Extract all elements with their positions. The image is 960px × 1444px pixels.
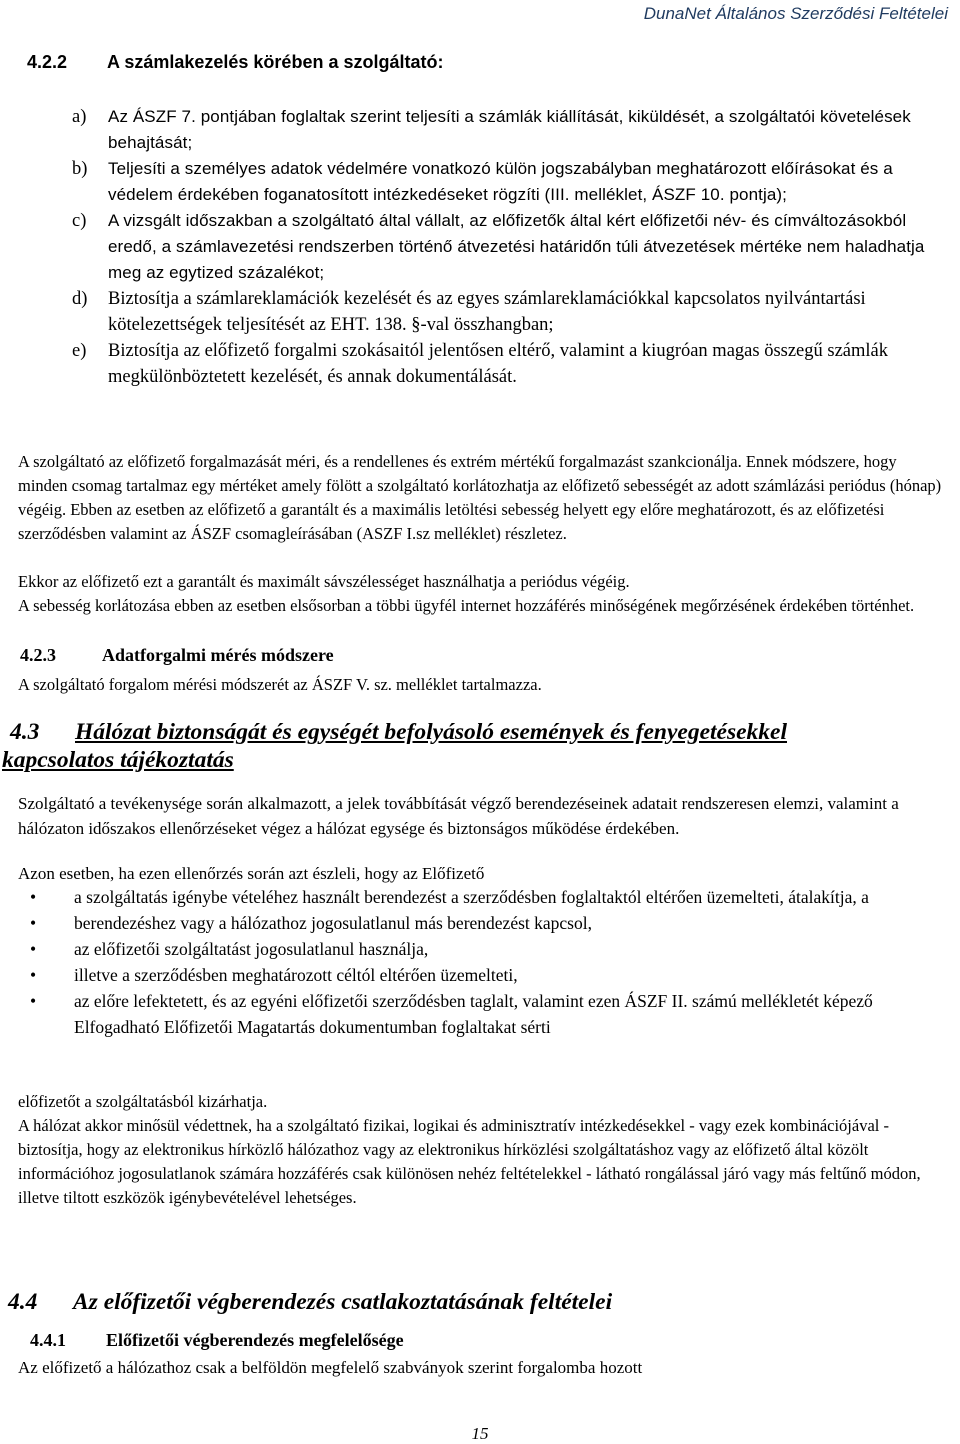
list-item <box>72 104 952 156</box>
list-item <box>30 988 930 1040</box>
list-item <box>72 286 952 338</box>
list-item-text: illetve a szerződésben meghatározott céltól eltérően üzemelteti, <box>74 965 518 985</box>
paragraph-network-analysis: Szolgáltató a tevékenysége során alkalmazott, a jelek továbbítását végző berendezéseinek adatait rendszeresen elemzi, valamint a hálózaton időszakos ellenőrzéseket végez a hálózat egysége és biztonságos működése érdekében. <box>18 794 899 838</box>
bullet-icon: • <box>30 939 37 959</box>
list-item-text: A vizsgált időszakban a szolgáltató által vállalt, az előfizetők által kért előfizetői név- és címváltozásokból eredő, a számlavezetési rendszerben történő átvezetési határidőn túli átvezetések mértéke nem haladhatja meg az egytized százalékot; <box>108 211 925 282</box>
paragraph-terminal-equipment: Az előfizető a hálózathoz csak a belföldön megfelelő szabványok szerint forgalomba hozott <box>18 1358 643 1377</box>
list-item-text: az előfizetői szolgáltatást jogosulatlanul használja, <box>74 939 429 959</box>
list-item <box>30 884 930 910</box>
section-number: 4.2.2 <box>27 52 68 72</box>
section-title: Adatforgalmi mérés módszere <box>102 645 334 665</box>
paragraph-bandwidth: Ekkor az előfizető ezt a garantált és maximált sávszélességet használhatja a periódus végéig. <box>18 572 630 591</box>
billing-list <box>72 104 952 390</box>
section-title-line-1: Hálózat biztonságát és egységét befolyásoló események és fenyegetésekkel <box>75 719 787 745</box>
paragraph-if-detected: Azon esetben, ha ezen ellenőrzés során azt észleli, hogy az Előfizető <box>18 864 485 883</box>
list-item <box>30 936 930 962</box>
bullet-icon: • <box>30 991 37 1011</box>
paragraph-speed-limit: A sebesség korlátozása ebben az esetben elsősorban a többi ügyfél internet hozzáférés minőségének megőrzésének érdekében történhet. <box>18 596 915 615</box>
section-number: 4.3 <box>10 719 40 745</box>
list-item-text: berendezéshez vagy a hálózathoz jogosulatlanul más berendezést kapcsol, <box>74 913 592 933</box>
list-item-text: Biztosítja az előfizető forgalmi szokásaitól jelentősen eltérő, valamint a kiugróan magas összegű számlák megkülönböztetett kezelését, és annak dokumentálását. <box>108 341 889 387</box>
list-item-text: Teljesíti a személyes adatok védelmére vonatkozó külön jogszabályban meghatározott előírásokat és a védelem érdekében foganatosított intézkedéseket rögzíti (III. melléklet, ÁSZF 10. pontja); <box>108 159 893 204</box>
list-item-text: Az ÁSZF 7. pontjában foglaltak szerint teljesíti a számlák kiállítását, kiküldését, a szolgáltatói követelések behajtását; <box>108 107 911 152</box>
list-item-text: a szolgáltatás igénybe vételéhez használt berendezést a szerződésben foglaltaktól eltérően üzemelteti, átalakítja, a <box>74 887 869 907</box>
section-title: Előfizetői végberendezés megfelelősége <box>106 1330 404 1350</box>
section-heading-4-3 <box>2 718 787 774</box>
section-number: 4.4.1 <box>30 1330 66 1350</box>
list-item-text: az előre lefektetett, és az egyéni előfizetői szerződésben taglalt, valamint ezen ÁSZF II. számú mellékletét képező Elfogadható Előfizetői Magatartás dokumentumban foglaltakat sérti <box>74 991 873 1037</box>
section-number: 4.4 <box>8 1289 38 1315</box>
list-item-label: b) <box>72 159 88 179</box>
paragraph-traffic-measurement: A szolgáltató az előfizető forgalmazását méri, és a rendellenes és extrém mértékű forgalmazást szankcionálja. Ennek módszere, hogy minden csomag tartalmaz egy mértéket amely fölött a szolgáltató korlátozhatja az előfizető sebességét az adott számlázási periódus (hónap) végéig. Ebben az esetben az előfizető a garantált és a maximális letöltési sebesség helyett egy előre meghatározott, és az előfizetési szerződésben valamint az ÁSZF csomagleírásában (ASZF I.sz melléklet) részletez. <box>18 452 942 543</box>
section-title: A számlakezelés körében a szolgáltató: <box>107 52 444 72</box>
bullet-icon: • <box>30 965 37 985</box>
section-heading-4-4 <box>8 1288 612 1316</box>
list-item <box>72 208 952 286</box>
violation-list <box>30 884 930 1040</box>
list-item <box>72 338 952 390</box>
paragraph-measurement-method: A szolgáltató forgalom mérési módszerét az ÁSZF V. sz. melléklet tartalmazza. <box>18 675 542 694</box>
list-item <box>72 156 952 208</box>
section-title-line-2: kapcsolatos tájékoztatás <box>2 747 234 773</box>
paragraph-protected-network: A hálózat akkor minősül védettnek, ha a szolgáltató fizikai, logikai és adminisztratív intézkedésekkel - vagy ezek kombinációjával - biztosítja, hogy az elektronikus hírközlő hálózathoz vagy az elektronikus hírközlési szolgáltatáshoz vagy az előfizető által közölt információhoz jogosulatlanok számára hozzáférés csak különösen nehéz feltételekkel - látható rongálással járó vagy más feltűnő módon, illetve tiltott eszközök igénybevételével lehetséges. <box>18 1116 921 1207</box>
list-item <box>30 910 930 936</box>
section-number: 4.2.3 <box>20 645 56 665</box>
section-heading-4-2-2 <box>27 52 443 73</box>
section-title: Az előfizetői végberendezés csatlakoztatásának feltételei <box>73 1289 613 1315</box>
bullet-icon: • <box>30 913 37 933</box>
page-number: 15 <box>471 1424 489 1443</box>
list-item <box>30 962 930 988</box>
list-item-label: c) <box>72 211 87 231</box>
bullet-icon: • <box>30 887 37 907</box>
section-heading-4-2-3 <box>20 645 334 666</box>
paragraph-exclusion: előfizetőt a szolgáltatásból kizárhatja. <box>18 1092 268 1111</box>
list-item-label: d) <box>72 289 88 309</box>
list-item-label: e) <box>72 341 87 361</box>
list-item-text: Biztosítja a számlareklamációk kezelését és az egyes számlareklamációkkal kapcsolatos nyilvántartási kötelezettségek teljesítését az EHT. 138. §-val összhangban; <box>108 289 866 335</box>
section-heading-4-4-1 <box>30 1330 404 1351</box>
page-header: DunaNet Általános Szerződési Feltételei <box>643 4 948 23</box>
list-item-label: a) <box>72 107 87 127</box>
